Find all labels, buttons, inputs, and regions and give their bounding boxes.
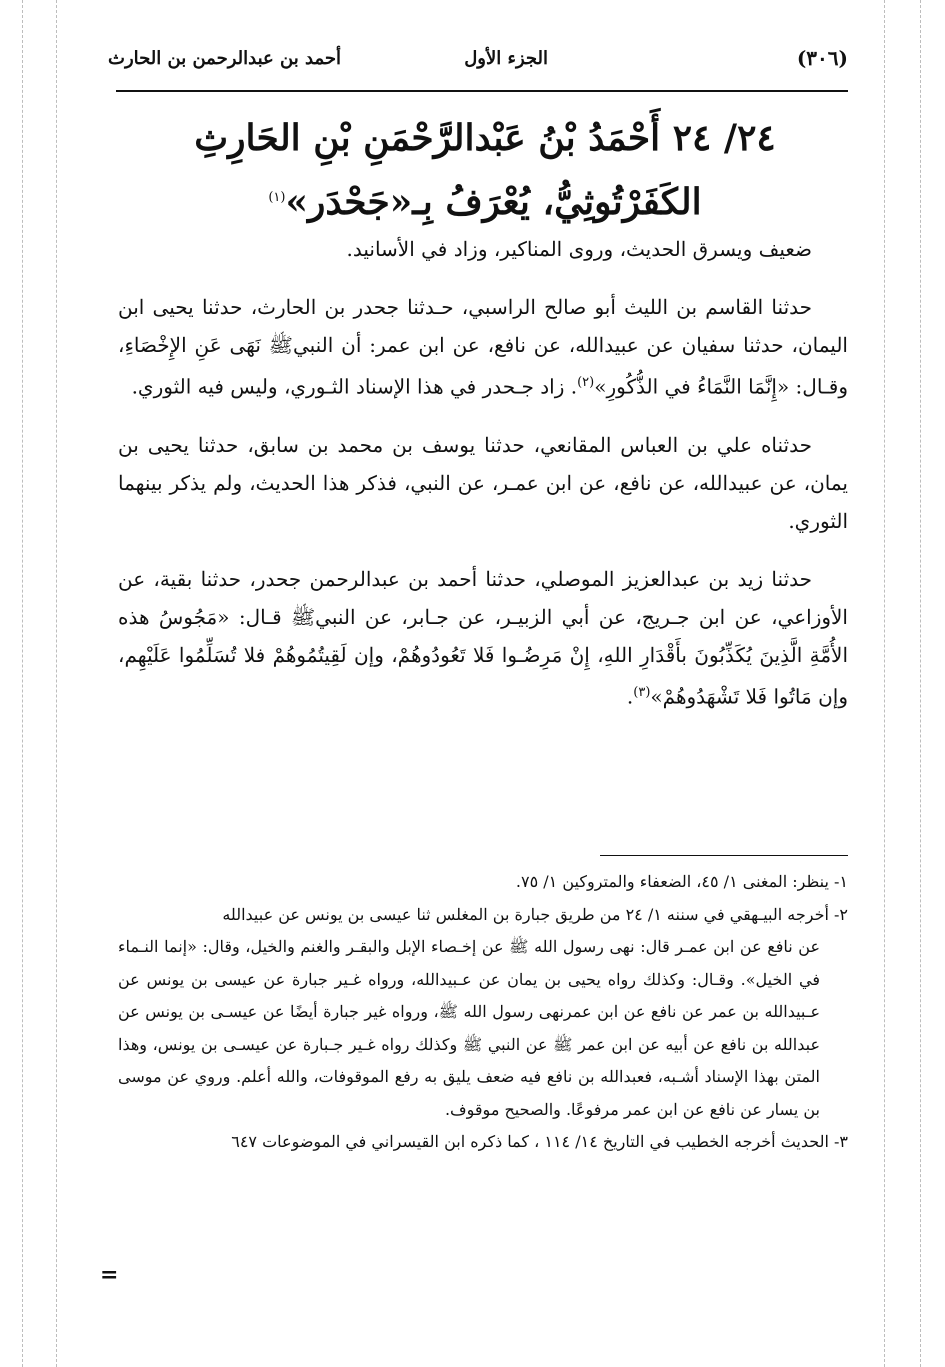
header-rule — [116, 90, 848, 92]
scan-margin-line — [22, 0, 23, 1367]
page-number: (٣٠٦) — [796, 46, 848, 70]
footnotes — [118, 866, 848, 1159]
footnote-1: ١- ينظر: المغنى ١/ ٤٥، الضعفاء والمتروكين ١/ ٧٥. — [515, 872, 848, 891]
footnote-ref: (٢) — [577, 375, 595, 390]
paragraph-text: حدثنا زيد بن عبدالعزيز الموصلي، حدثنا أحمد بن عبدالرحمن جحدر، حدثنا بقية، عن الأوزاعي، عن ابن جـريج، عن أبي الزبيـر، عن جـابر، عن النبيﷺ قـال: «مَجُوسُ هذه الأُمَّةِ الَّذِينَ يُكَذِّبُونَ بأَقْدَارِ اللهِ، إِنْ مَرِضُـوا فَلا تَعُودُوهُمْ، وإن لَقِيتُمُوهُمْ فلا تُسَلِّمُوا عَلَيْهِم، وإن مَاتُوا فَلا تَشْهَدُوهُمْ» — [118, 566, 849, 709]
entry-title-text: ٢٤/ ٢٤ أَحْمَدُ بْنُ عَبْدالرَّحْمَنِ بْنِ الحَارِثِ الكَفَرْتُوثِيُّ، يُعْرَفُ بِـ«جَحْدَر» — [194, 117, 776, 223]
scan-margin-line — [920, 0, 921, 1367]
running-header — [108, 40, 848, 82]
footnote-ref: (١) — [268, 190, 286, 205]
footnote-ref: (٣) — [633, 684, 651, 700]
entry-body — [118, 230, 848, 735]
paragraph-text: حدثنا القاسم بن الليث أبو صالح الراسبي، حـدثنا جحدر بن الحارث، حدثنا يحيى ابن اليمان، حدثنا سفيان عن عبيدالله، عن نافع، عن ابن عمر: أن النبيﷺ نَهَى عَنِ الإِخْصَاءِ، وقـال: «إِنَّمَا النَّمَاءُ في الذُّكُورِ» — [118, 295, 848, 399]
paragraph: حدثناه علي بن العباس المقانعي، حدثنا يوسف بن محمد بن سابق، حدثنا يحيى بن يمان، عن عبيدالله، عن نافع، عن ابن عمـر، عن النبي، فذكر هذا الحديث، ولم يذكر بينهما الثوري. — [118, 432, 848, 533]
running-title: أحمد بن عبدالرحمن بن الحارث — [108, 48, 341, 69]
paragraph — [118, 288, 848, 406]
volume-label: الجزء الأول — [464, 48, 548, 69]
paragraph: ضعيف ويسرق الحديث، وروى المناكير، وزاد في الأسانيد. — [346, 237, 812, 261]
footnote-separator — [600, 855, 848, 856]
continuation-mark: = — [100, 1262, 119, 1288]
footnote-2-first-line: ٢- أخرجه البيـهقي في سننه ١/ ٢٤ من طريق جبارة بن المغلس ثنا عيسى بن يونس عن عبيدالله — [222, 904, 848, 924]
paragraph — [118, 560, 848, 716]
footnote-3: ٣- الحديث أخرجه الخطيب في التاريخ ١٤/ ١١٤ ، كما ذكره ابن القيسراني في الموضوعات ٦٤٧ — [231, 1132, 848, 1151]
paragraph-text: . زاد جـحدر في هذا الإسناد الثـوري، وليس فيه الثوري. — [131, 374, 578, 399]
footnote-2-continuation: عن نافع عن ابن عمـر قال: نهى رسول الله ﷺ عن إخـصاء الإبل والبقـر والغنم والخيل، وقال: «إنما النـماء في الخيل». وقـال: وكذلك رواه يحيى بن يمان عن عـبيدالله، ورواه غـير جبارة عن عيسى بن يونس عن عـبيدالله بن عمر عن نافع عن ابن عمرنهى رسول الله ﷺ، ورواه غير جبارة أيضًا عن عيسـى بن يونس عن عبدالله بن نافع عن أبيه عن ابن عمر ﷺ عن النبي ﷺ وكذلك رواه غـير جـبارة عن عيسـى بن يونس، وهذا المتن بهذا الإسناد أشـبه، فعبدالله بن نافع فيه ضعف يليق به رفع الموقوفات، والله أعلم. وروي عن موسى بن يسار عن نافع عن ابن عمر مرفوعًا. والصحيح موقوف. — [118, 937, 820, 1119]
scan-margin-line — [884, 0, 885, 1367]
scan-margin-line — [56, 0, 57, 1367]
entry-title — [120, 108, 850, 232]
paragraph-text: . — [626, 684, 634, 709]
